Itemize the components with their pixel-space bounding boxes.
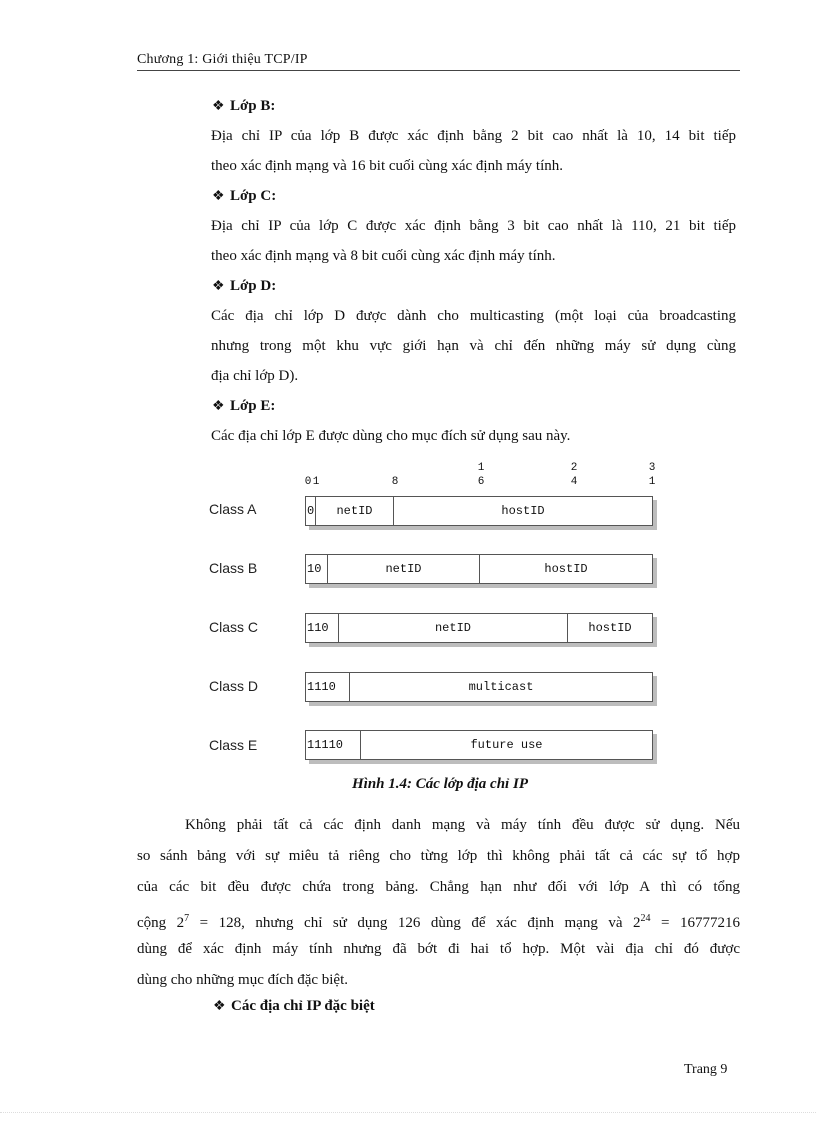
diamond-bullet-icon: ❖ [212, 189, 225, 204]
heading-text: Lớp D: [230, 278, 277, 294]
text-line: theo xác định mạng và 8 bit cuối cùng xác định máy tính. [211, 248, 556, 264]
heading-text: Lớp B: [230, 98, 276, 114]
diamond-bullet-icon: ❖ [212, 99, 225, 114]
text-line: địa chỉ lớp D). [211, 368, 299, 384]
class-c-hostid: hostID [588, 621, 632, 635]
heading-class-c [212, 188, 276, 205]
text-line: Địa chỉ IP của lớp C được xác định bằng 3 bit cao nhất là 110, 21 bit tiếp [211, 218, 736, 234]
tick-16-bottom: 6 [477, 476, 485, 488]
heading-class-d [212, 278, 276, 295]
class-c-box [305, 613, 653, 643]
page-number: Trang 9 [684, 1062, 728, 1077]
class-d-box [305, 672, 653, 702]
text-line: dùng cho những mục đích đặc biệt. [137, 972, 348, 988]
paragraph-class-e [211, 421, 736, 451]
diamond-bullet-icon: ❖ [212, 399, 225, 414]
text-fragment: cộng 2 [137, 915, 185, 931]
class-b-label: Class B [209, 560, 258, 576]
class-d-multicast: multicast [468, 680, 534, 694]
diamond-bullet-icon: ❖ [212, 279, 225, 294]
class-a-prefix: 0 [306, 497, 316, 525]
tick-8: 8 [391, 476, 399, 488]
tick-16-top: 1 [477, 462, 485, 474]
text-line: theo xác định mạng và 16 bit cuối cùng xác định máy tính. [211, 158, 564, 174]
body-paragraph [137, 810, 740, 996]
tick-0: 0 [304, 476, 312, 488]
exponent: 7 [184, 913, 190, 924]
text-line: Không phải tất cả các định danh mạng và máy tính đều được sử dụng. Nếu [185, 817, 740, 833]
paragraph-class-b [211, 121, 736, 181]
class-c-prefix: 110 [306, 614, 339, 642]
text-line: Các địa chỉ lớp D được dành cho multicasting (một loại của broadcasting [211, 308, 736, 324]
heading-text: Lớp C: [230, 188, 277, 204]
class-e-box [305, 730, 653, 760]
class-b-hostid: hostID [544, 562, 588, 576]
text-line: Địa chỉ IP của lớp B được xác định bằng 2 bit cao nhất là 10, 14 bit tiếp [211, 128, 736, 144]
heading-class-e [212, 398, 275, 415]
tick-24-top: 2 [570, 462, 578, 474]
paragraph-class-d [211, 301, 736, 391]
tick-1: 1 [312, 476, 320, 488]
header-rule [137, 70, 740, 71]
tick-31-bottom: 1 [648, 476, 656, 488]
paragraph-class-c [211, 211, 736, 271]
class-a-label: Class A [209, 501, 257, 517]
heading-text: Lớp E: [230, 398, 276, 414]
class-e-future-use: future use [470, 738, 543, 752]
class-b-prefix: 10 [306, 555, 328, 583]
class-b-netid: netID [328, 555, 480, 583]
text-fragment: = 128, nhưng chỉ sử dụng 126 dùng để xác định mạng và 2 [189, 915, 641, 931]
diamond-bullet-icon: ❖ [213, 999, 226, 1014]
text-line: so sánh bảng với sự miêu tả riêng cho từng lớp thì không phải tất cả các sự tổ hợp [137, 848, 740, 864]
class-e-label: Class E [209, 737, 258, 753]
tick-24-bottom: 4 [570, 476, 578, 488]
class-a-box [305, 496, 653, 526]
page-header: Chương 1: Giới thiệu TCP/IP [137, 52, 308, 67]
heading-text: Các địa chỉ IP đặc biệt [231, 998, 375, 1014]
text-line: dùng để xác định máy tính nhưng đã bớt đi hai tổ hợp. Một vài địa chỉ đó được [137, 941, 740, 957]
heading-class-b [212, 98, 275, 115]
text-line: Các địa chỉ lớp E được dùng cho mục đích sử dụng sau này. [211, 428, 571, 444]
bottom-rule [0, 1112, 816, 1113]
class-c-netid: netID [339, 614, 568, 642]
class-d-prefix: 1110 [306, 673, 350, 701]
text-line-with-exponents [137, 903, 740, 934]
text-line: của các bit đều được chứa trong bảng. Chẳng hạn như đối với lớp A thì có tổng [137, 879, 740, 895]
figure-caption: Hình 1.4: Các lớp địa chỉ IP [352, 776, 528, 792]
class-c-label: Class C [209, 619, 259, 635]
class-d-label: Class D [209, 678, 259, 694]
class-b-box [305, 554, 653, 584]
class-a-hostid: hostID [501, 504, 545, 518]
text-line: nhưng trong một khu vực giới hạn và chỉ đến những máy sử dụng cùng [211, 338, 736, 354]
heading-special-ip [213, 998, 375, 1015]
class-a-netid: netID [316, 497, 394, 525]
class-e-prefix: 11110 [306, 731, 361, 759]
exponent: 24 [640, 913, 651, 924]
text-fragment: = 16777216 [650, 915, 740, 931]
tick-31-top: 3 [648, 462, 656, 474]
